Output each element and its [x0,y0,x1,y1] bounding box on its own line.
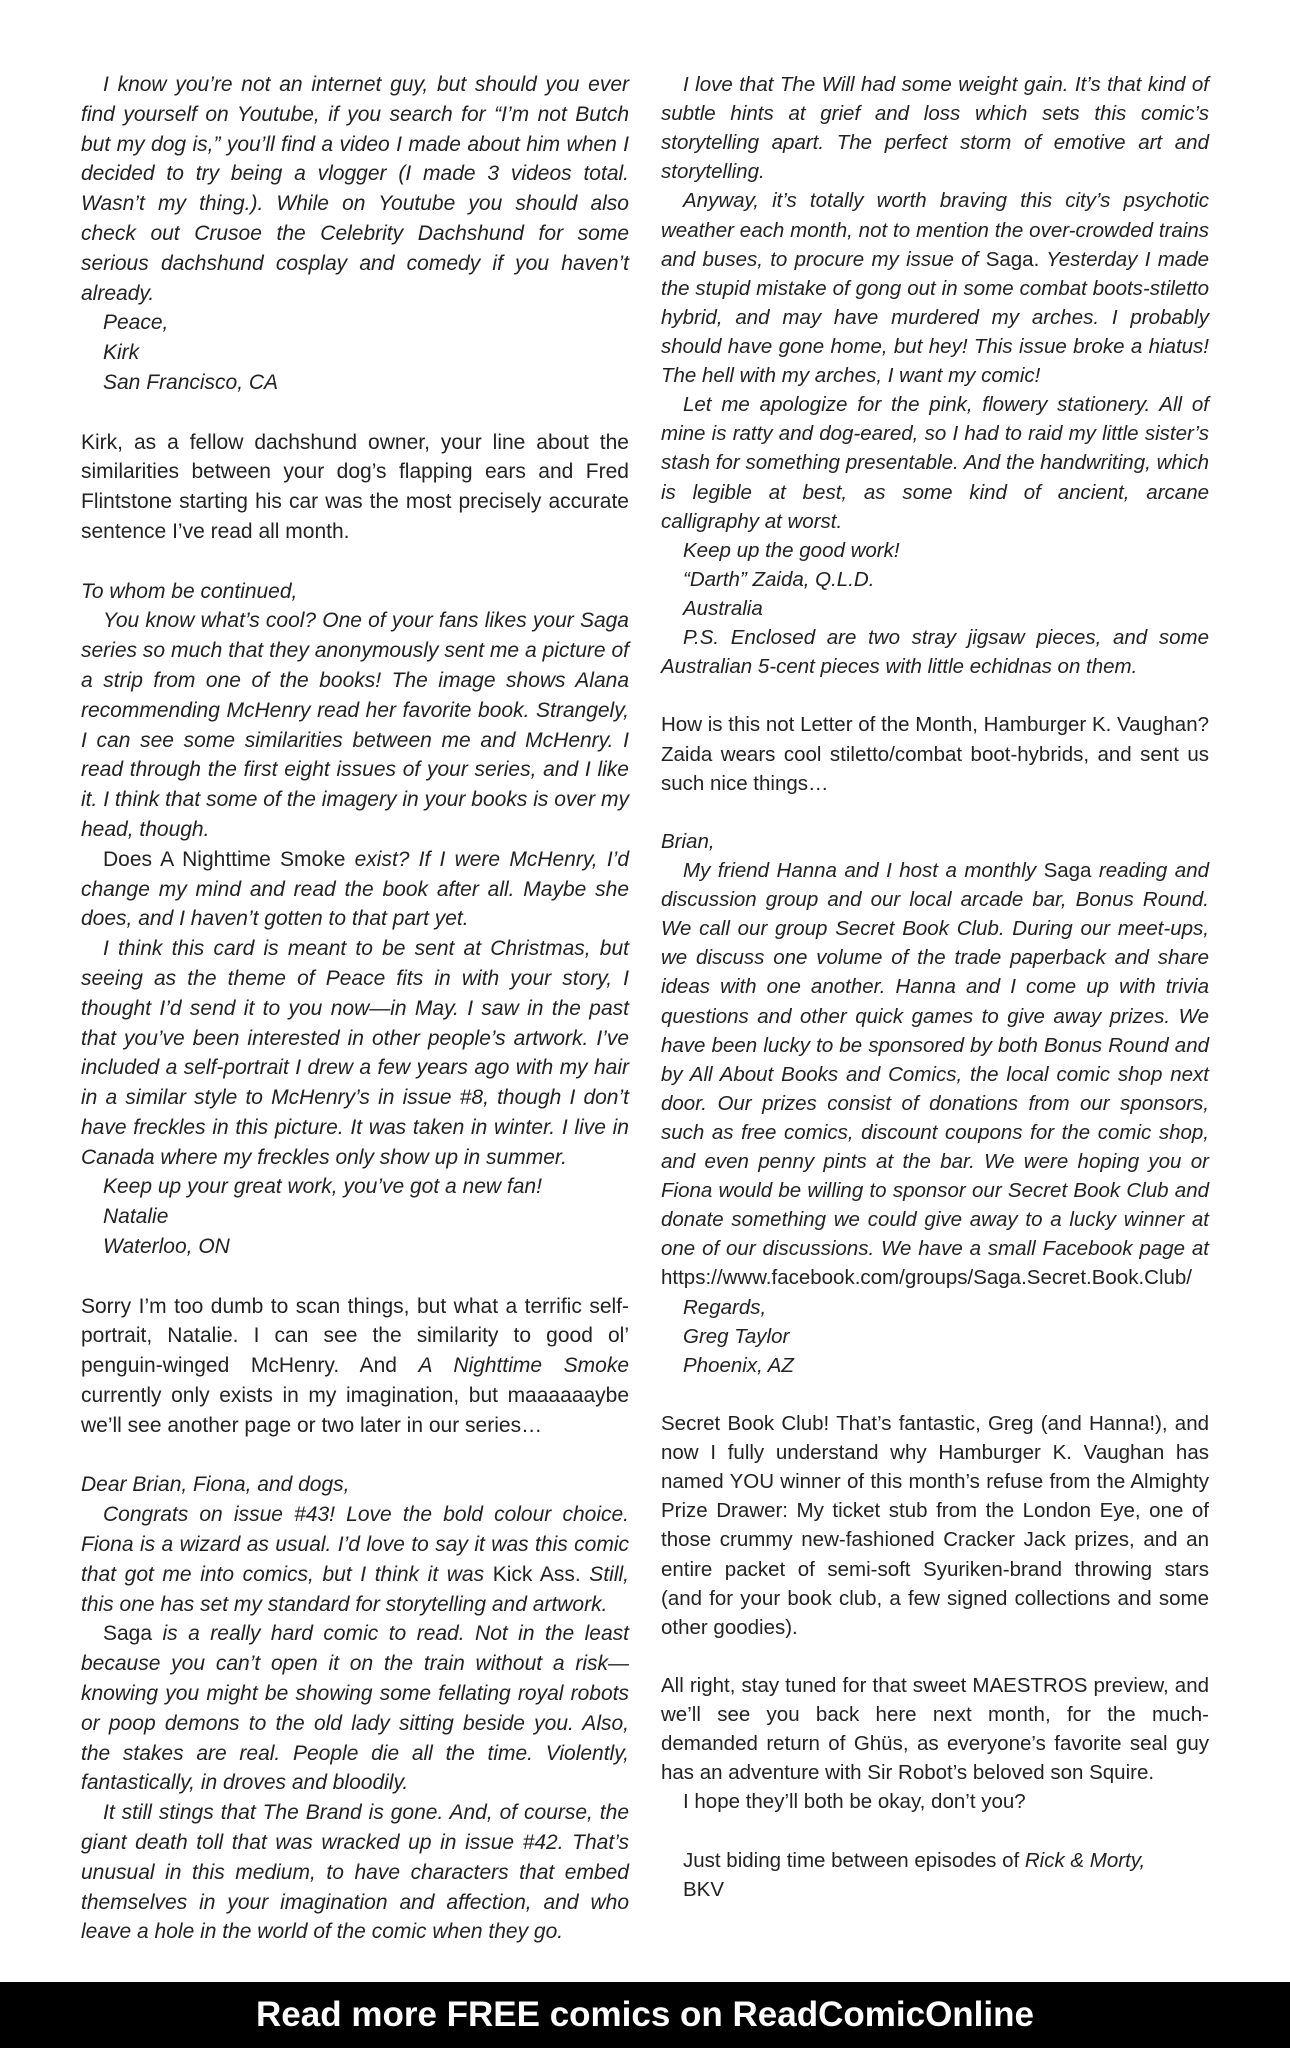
third-letter-p5-a: Anyway, it’s totally worth braving this city’s psychotic weather each month, not to mention the over-crowded trains and buses, to procure my issue of [661,189,1209,271]
third-letter-p1-a: Congrats on issue #43! Love the bold colour choice. Fiona is a wizard as usual. I’d love to say it was this comic that got me into comics, but I think it was [81,1503,629,1586]
closing-paragraph-2: I hope they’ll both be okay, don’t you? [683,1790,1026,1814]
reply-kirk: Kirk, as a fellow dachshund owner, your line about the similarities between your dog’s flapping ears and Fred Flintstone starting his car was the most precisely accurate sentence I’ve read all month. [81,430,629,543]
facebook-url-link[interactable]: https://www.facebook.com/groups/Saga.Secret.Book.Club/ [661,1266,1192,1290]
greg-p1-b: reading and discussion group and our local arcade bar, Bonus Round. We call our group Secret Book Club. During our meet-ups, we discuss one volume of the trade paperback and share ideas with one another. Hanna and I come up with trivia questions and other quick games to give away prizes. We have been lucky to be sponsored by both Bonus Round and by All About Books and Comics, the local comic shop next door. Our prizes consist of donations from our sponsors, such as free comics, discount coupons for the comic shop, and even penny pints at the bar. We were hoping you or Fiona would be willing to sponsor our Secret Book Club and donate something we could give away to a lucky winner at one of our discussions. We have a small Facebook page at [661,858,1209,1261]
reply-zaida: How is this not Letter of the Month, Hamburger K. Vaughan? Zaida wears cool stiletto/combat boot-hybrids, and sent us such nice things… [661,713,1209,795]
book-title-saga: Saga [103,1622,153,1646]
third-letter-salutation: Dear Brian, Fiona, and dogs, [81,1473,350,1497]
natalie-signoff-line: Keep up your great work, you’ve got a new fan! [103,1175,542,1199]
greg-signoff-location: Phoenix, AZ [683,1353,794,1377]
natalie-paragraph-1: You know what’s cool? One of your fans likes your Saga series so much that they anonymously sent me a picture of a strip from one of the books! The image shows Alana recommending McHenry read her favorite book. Strangely, I can see some similarities between me and McHenry. I read through the first eight issues of your series, and I like it. I think that some of the imagery in your books is over my head, though. [81,609,629,841]
third-letter-p1-b: Still, this one has set my standard for storytelling and artwork. [81,1562,629,1616]
third-letter-paragraph-6: Let me apologize for the pink, flowery stationery. All of mine is ratty and dog-eared, so I had to raid my little sister’s stash for something presentable. And the handwriting, which is legible at best, as some kind of ancient, arcane calligraphy at worst. [661,393,1209,533]
kirk-signoff-name: Kirk [103,341,140,365]
book-title-saga-3: Saga [1043,858,1092,882]
natalie-signoff-name: Natalie [103,1205,169,1229]
greg-salutation: Brian, [661,829,715,853]
kirk-signoff-peace: Peace, [103,311,169,335]
book-title-kick-ass: Kick Ass. [492,1562,581,1586]
reply-natalie [81,1292,629,1441]
third-letter-p5-b: Yesterday I made the stupid mistake of gong out in some combat boots-stiletto hybrid, and may have murdered my arches. I probably should have gone home, but hey! This issue broke a hiatus! The hell with my arches, I want my comic! [661,247,1209,388]
footer-banner-text[interactable]: Read more FREE comics on ReadComicOnline [256,1995,1034,2034]
reply-greg: Secret Book Club! That’s fantastic, Greg (and Hanna!), and now I fully understand why Hamburger K. Vaughan has named YOU winner of this month’s refuse from the Almighty Prize Drawer: My ticket stub from the London Eye, one of those crummy new-fashioned Cracker Jack prizes, and an entire packet of semi-soft Syuriken-brand throwing stars (and for your book club, a few signed collections and some other goodies). [661,1412,1209,1639]
zaida-signoff-location: Australia [683,596,763,620]
greg-signoff-name: Greg Taylor [683,1324,790,1348]
zaida-signoff-line: Keep up the good work! [683,538,900,562]
natalie-paragraph-2-text: exist? If I were McHenry, I’d change my mind and read the book after all. Maybe she does, and I haven’t gotten to that part yet. [81,847,629,931]
third-letter-paragraph-1 [81,1500,629,1619]
greg-paragraph-1 [661,856,1209,1293]
book-title-saga-2: Saga. [985,247,1040,271]
natalie-paragraph-2 [81,845,629,934]
natalie-signoff-location: Waterloo, ON [103,1235,230,1259]
greg-signoff-line: Regards, [683,1295,767,1319]
footer-banner[interactable] [0,1982,1290,2048]
book-title-nighttime-smoke: Does A Nighttime Smoke [103,847,346,871]
closing-signature-name: BKV [683,1877,725,1901]
show-title-rick-morty: Rick & Morty, [1024,1848,1146,1872]
zaida-postscript: P.S. Enclosed are two stray jigsaw pieces, and some Australian 5-cent pieces with little echidnas on them. [661,626,1209,679]
closing-signature-text: Just biding time between episodes of [683,1848,1025,1872]
zaida-signoff-name: “Darth” Zaida, Q.L.D. [683,567,875,591]
third-letter-paragraph-4: I love that The Will had some weight gain. It’s that kind of subtle hints at grief and loss which sets this comic’s storytelling apart. The perfect storm of emotive art and storytelling. [661,73,1209,184]
reply-natalie-text-b: currently only exists in my imagination, but maaaaaaybe we’ll see another page or two later in our series… [81,1384,629,1437]
third-letter-p2-text: is a really hard comic to read. Not in the least because you can’t open it on the train without a risk—knowing you might be showing some fellating royal robots or poop demons to the old lady sitting beside you. Also, the stakes are real. People die all the time. Violently, fantastically, in droves and bloodily. [81,1622,629,1795]
right-column [661,70,1209,1904]
third-letter-paragraph-3: It still stings that The Brand is gone. And, of course, the giant death toll that was wracked up in issue #42. That’s unusual in this medium, to have characters that embed themselves in your imagination and affection, and who leave a hole in the world of the comic when they go. [81,1801,629,1944]
third-letter-paragraph-5 [661,186,1209,390]
kirk-signoff-location: San Francisco, CA [103,370,279,394]
natalie-paragraph-3: I think this card is meant to be sent at Christmas, but seeing as the theme of Peace fits in with your story, I thought I’d send it to you now—in May. I saw in the past that you’ve been interested in other people’s artwork. I’ve included a self-portrait I drew a few years ago with my hair in a similar style to McHenry’s in issue #8, though I don’t have freckles in this picture. It was taken in winter. I live in Canada where my freckles only show up in summer. [81,937,629,1169]
natalie-salutation: To whom be continued, [81,579,298,603]
greg-p1-a: My friend Hanna and I host a monthly [683,858,1037,882]
closing-paragraph-1: All right, stay tuned for that sweet MAESTROS preview, and we’ll see you back here next month, for the much-demanded return of Ghüs, as everyone’s favorite seal guy has an adventure with Sir Robot’s beloved son Squire. [661,1674,1209,1785]
reply-natalie-text-a: Sorry I’m too dumb to scan things, but what a terrific self-portrait, Natalie. I can see the similarity to good ol’ penguin-winged McHenry. And [81,1294,629,1378]
left-column [81,70,629,1947]
closing-signature-line [661,1846,1209,1875]
kirk-letter-body: I know you’re not an internet guy, but should you ever find yourself on Youtube, if you search for “I’m not Butch but my dog is,” you’ll find a video I made about him when I decided to try being a vlogger (I made 3 videos total. Wasn’t my thing.). While on Youtube you should also check out Crusoe the Celebrity Dachshund for some serious dachshund cosplay and comedy if you haven’t already. [81,73,629,305]
third-letter-paragraph-2 [81,1619,629,1798]
reply-natalie-title: A Nighttime Smoke [418,1354,630,1378]
